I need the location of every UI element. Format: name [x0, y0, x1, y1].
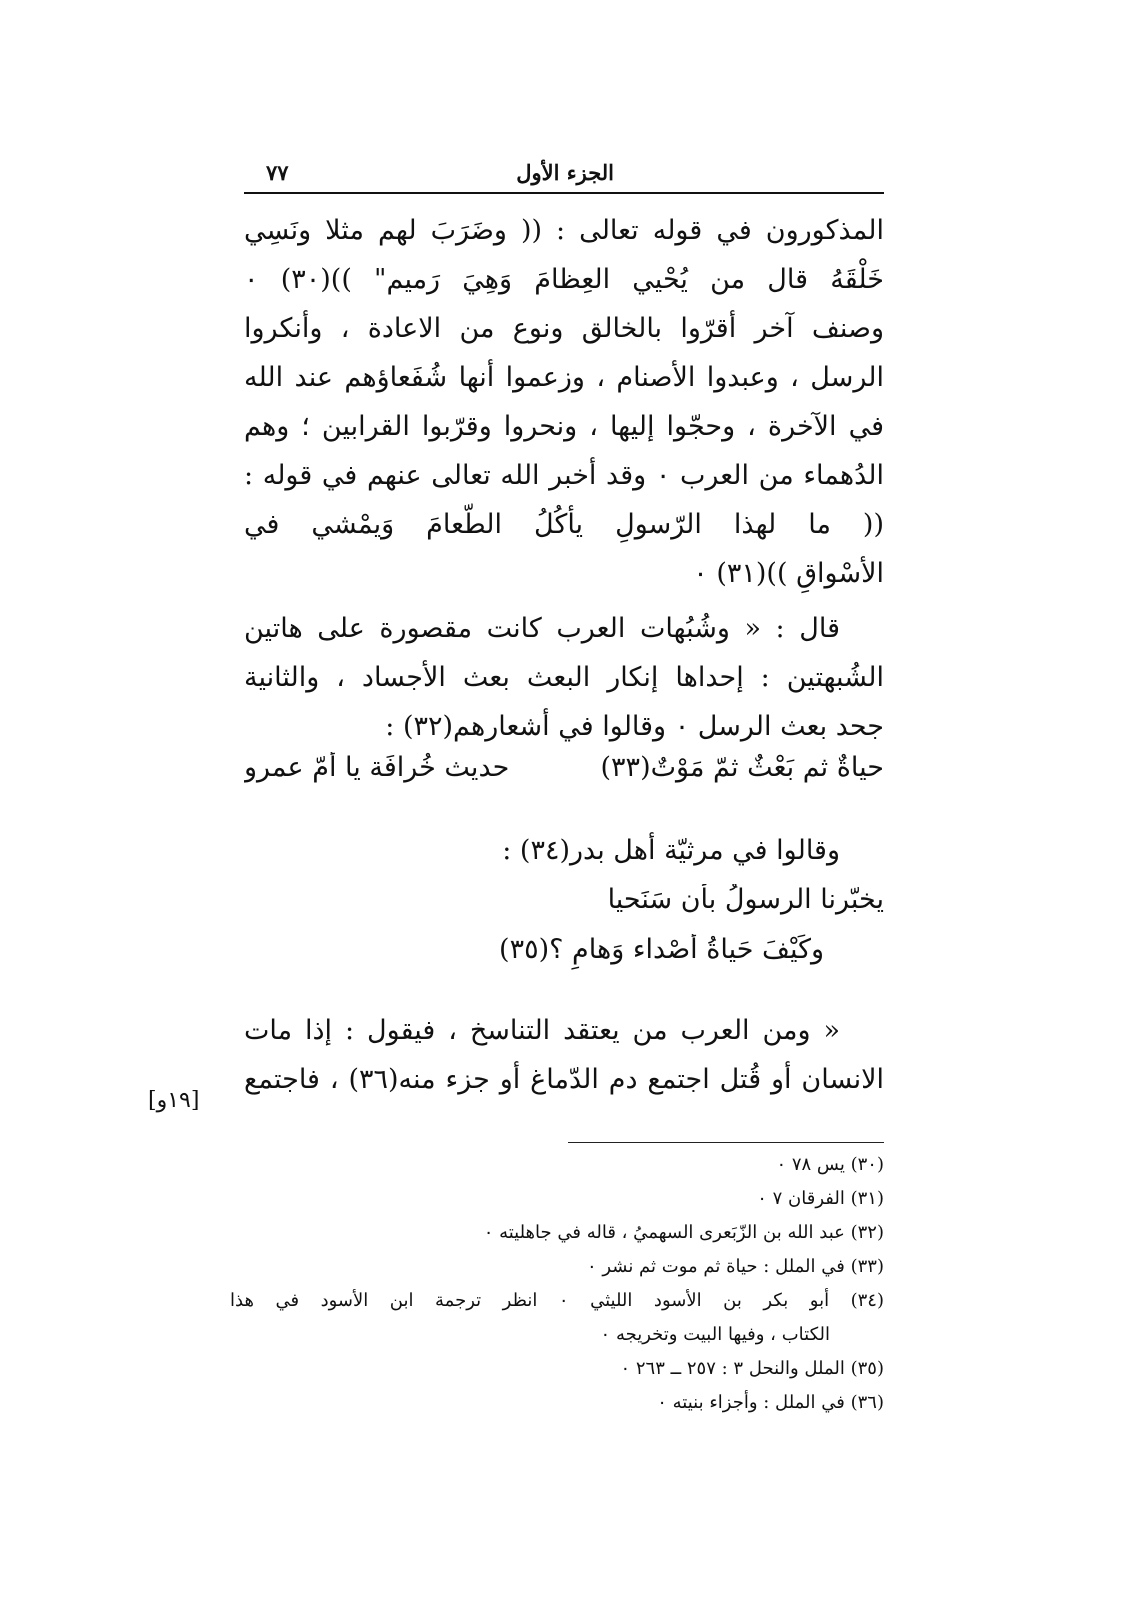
- running-header: [244, 160, 884, 190]
- margin-folio-note: [١٩و]: [148, 1088, 200, 1113]
- text-line: الشُبهتين : إحداها إنكار البعث بعث الأجساد ، والثانية: [244, 662, 884, 693]
- text-line: الدُهماء من العرب ٠ وقد أخبر الله تعالى عنهم في قوله :: [244, 460, 884, 491]
- verse-1-second-hemistich: حديث خُرافَة يا أمّ عمرو: [244, 752, 510, 783]
- footnote-continuation: الكتاب ، وفيها البيت وتخريجه ٠: [600, 1324, 830, 1345]
- paragraph-3: [244, 1006, 884, 1104]
- header-rule: [244, 192, 884, 194]
- verse-2-intro: [244, 826, 884, 875]
- verse-2-second-hemistich: وكَيْفَ حَياةُ أصْداء وَهامِ ؟(٣٥): [499, 934, 824, 965]
- text-line: (( ما لهذا الرّسولِ يأكُلُ الطّعامَ وَيمْشي في: [244, 509, 884, 540]
- text-line: وصنف آخر أقرّوا بالخالق ونوع من الاعادة ، وأنكروا: [244, 313, 884, 344]
- text-line: الأسْواقِ ))(٣١) ٠: [693, 558, 884, 589]
- footnotes: [230, 1148, 884, 1420]
- running-title: الجزء الأول: [516, 160, 614, 185]
- verse-1-first-hemistich: حياةٌ ثم بَعْثٌ ثمّ مَوْتٌ(٣٣): [600, 752, 884, 783]
- footnote: (٣٠) يس ٧٨ ٠: [776, 1154, 884, 1175]
- footnote: (٣٢) عبد الله بن الزّبَعرى السهميُ ، قاله في جاهليته ٠: [483, 1222, 884, 1243]
- text-line: الرسل ، وعبدوا الأصنام ، وزعموا أنها شُفَعاؤهم عند الله: [244, 362, 884, 393]
- text-line: جحد بعث الرسل ٠ وقالوا في أشعارهم(٣٢) :: [385, 711, 884, 742]
- paragraph-2: [244, 604, 884, 751]
- footnote: (٣٦) في الملل : وأجزاء بنيته ٠: [657, 1392, 884, 1413]
- page-number: ٧٧: [266, 160, 289, 185]
- footnote-rule: [568, 1142, 884, 1143]
- text-line: المذكورون في قوله تعالى : (( وضَرَبَ لهم مثلا ونَسِي: [244, 215, 884, 246]
- footnote: (٣٥) الملل والنحل ٣ : ٢٥٧ ــ ٢٦٣ ٠: [620, 1358, 884, 1379]
- text-line: خَلْقَهُ قال من يُحْيي العِظامَ وَهِيَ رَميم" ))(٣٠) ٠: [244, 264, 884, 295]
- verse-2-second: [244, 934, 884, 978]
- text-line: قال : « وشُبُهات العرب كانت مقصورة على هاتين: [244, 613, 840, 644]
- verse-1: [244, 752, 884, 792]
- footnote: (٣١) الفرقان ٧ ٠: [757, 1188, 884, 1209]
- verse-2-first: [244, 884, 884, 928]
- footnote: (٣٣) في الملل : حياة ثم موت ثم نشر ٠: [586, 1256, 884, 1277]
- verse-2-first-hemistich: يخبّرنا الرسولُ بأن سَنَحيا: [607, 884, 884, 915]
- paragraph-1: [244, 206, 884, 598]
- text-line: وقالوا في مرثيّة أهل بدر(٣٤) :: [502, 835, 840, 866]
- footnote: (٣٤) أبو بكر بن الأسود الليثي ٠ انظر ترجمة ابن الأسود في هذا: [230, 1290, 884, 1311]
- text-line: الانسان أو قُتل اجتمع دم الدّماغ أو جزء منه(٣٦) ، فاجتمع: [244, 1064, 884, 1095]
- text-line: في الآخرة ، وحجّوا إليها ، ونحروا وقرّبوا القرابين ؛ وهم: [244, 411, 884, 442]
- text-line: « ومن العرب من يعتقد التناسخ ، فيقول : إذا مات: [244, 1015, 840, 1046]
